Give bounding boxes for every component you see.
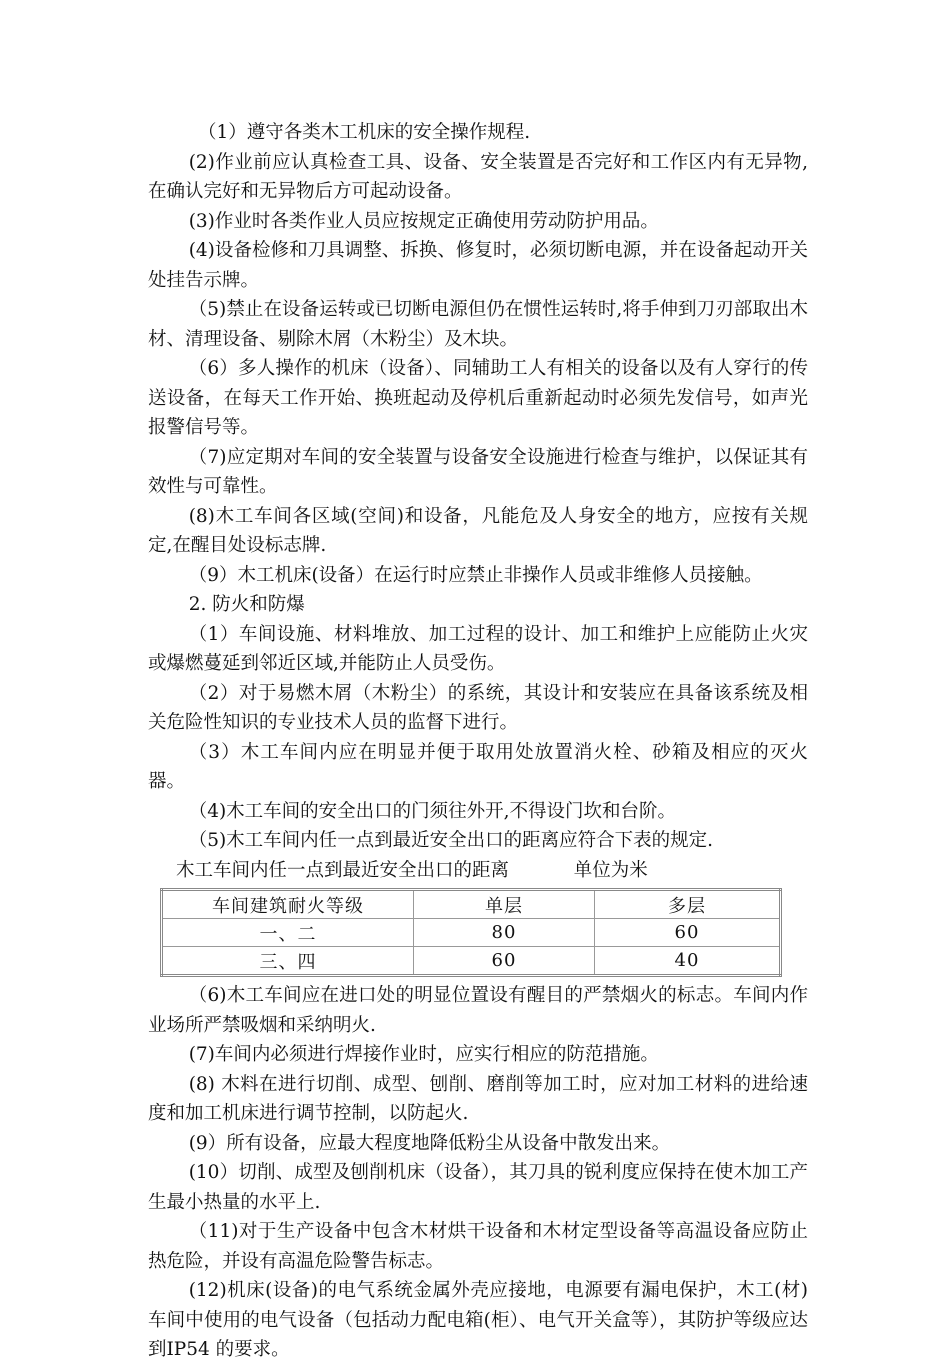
table-title: 木工车间内任一点到最近安全出口的距离 (176, 859, 510, 881)
paragraph: (10）切削、成型及刨削机床（设备），其刀具的锐利度应保持在使木加工产生最小热量的水平上. (148, 1162, 808, 1213)
section-heading: 2. 防火和防爆 (188, 594, 305, 615)
paragraph: (4)设备检修和刀具调整、拆换、修复时，必须切断电源，并在设备起动开关处挂告示牌。 (148, 240, 808, 291)
paragraph: （11)对于生产设备中包含木材烘干设备和木材定型设备等高温设备应防止热危险，并设有高温危险警告标志。 (148, 1221, 808, 1272)
table-caption (176, 856, 808, 886)
table-cell: 60 (414, 947, 595, 976)
table-row (162, 919, 781, 947)
paragraph: (7)车间内必须进行焊接作业时，应实行相应的防范措施。 (188, 1044, 659, 1065)
paragraph: （4)木工车间的安全出口的门须往外开,不得设门坎和台阶。 (188, 800, 677, 822)
table-cell: 60 (595, 919, 781, 947)
table-cell: 40 (595, 947, 781, 976)
table-header-cell: 多层 (595, 890, 781, 919)
table-header-cell: 单层 (414, 890, 595, 919)
paragraph: （5)木工车间内任一点到最近安全出口的距离应符合下表的规定. (188, 830, 714, 851)
table-header-row (162, 890, 781, 919)
table-header-cell: 车间建筑耐火等级 (162, 890, 414, 919)
paragraph: (8) 木料在进行切削、成型、刨削、磨削等加工时，应对加工材料的进给速度和加工机床进行调节控制，以防起火. (148, 1073, 808, 1124)
table-cell: 三、四 (162, 947, 414, 976)
document-page (148, 118, 808, 1365)
paragraph: (3)作业时各类作业人员应按规定正确使用劳动防护用品。 (188, 210, 659, 232)
paragraph: （2）对于易燃木屑（木粉尘）的系统，其设计和安装应在具备该系统及相关危险性知识的专业技术人员的监督下进行。 (148, 682, 808, 733)
paragraph: (9）所有设备，应最大程度地降低粉尘从设备中散发出来。 (188, 1132, 671, 1154)
paragraph: （7)应定期对车间的安全装置与设备安全设施进行检查与维护，以保证其有效性与可靠性。 (148, 446, 808, 497)
paragraph: （1）遵守各类木工机床的安全操作规程. (197, 122, 531, 143)
paragraph: （9）木工机床(设备）在运行时应禁止非操作人员或非维修人员接触。 (188, 564, 763, 586)
paragraph: （1）车间设施、材料堆放、加工过程的设计、加工和维护上应能防止火灾或爆燃蔓延到邻近区域,并能防止人员受伤。 (148, 623, 808, 674)
paragraph: （5)禁止在设备运转或已切断电源但仍在惯性运转时,将手伸到刀刃部取出木材、清理设备、剔除木屑（木粉尘）及木块。 (148, 299, 808, 350)
paragraph: （6)木工车间应在进口处的明显位置设有醒目的严禁烟火的标志。车间内作业场所严禁吸烟和采纳明火. (148, 985, 808, 1036)
paragraph: (2)作业前应认真检查工具、设备、安全装置是否完好和工作区内有无异物,在确认完好和无异物后方可起动设备。 (148, 151, 808, 202)
paragraph: （6）多人操作的机床（设备）、同辅助工人有相关的设备以及有人穿行的传送设备，在每天工作开始、换班起动及停机后重新起动时必须先发信号，如声光报警信号等。 (148, 358, 808, 438)
paragraph: (8)木工车间各区域(空间)和设备，凡能危及人身安全的地方，应按有关规定,在醒目处设标志牌. (148, 505, 808, 556)
table-cell: 一、二 (162, 919, 414, 947)
table-row (162, 947, 781, 976)
table-cell: 80 (414, 919, 595, 947)
exit-distance-table (160, 888, 782, 977)
paragraph: (12)机床(设备)的电气系统金属外壳应接地，电源要有漏电保护，木工(材)车间中使用的电气设备（包括动力配电箱(柜）、电气开关盒等），其防护等级应达到IP54 的要求。 (148, 1280, 808, 1360)
paragraph: （3）木工车间内应在明显并便于取用处放置消火栓、砂箱及相应的灭火器。 (148, 741, 808, 792)
table-unit: 单位为米 (573, 859, 648, 881)
